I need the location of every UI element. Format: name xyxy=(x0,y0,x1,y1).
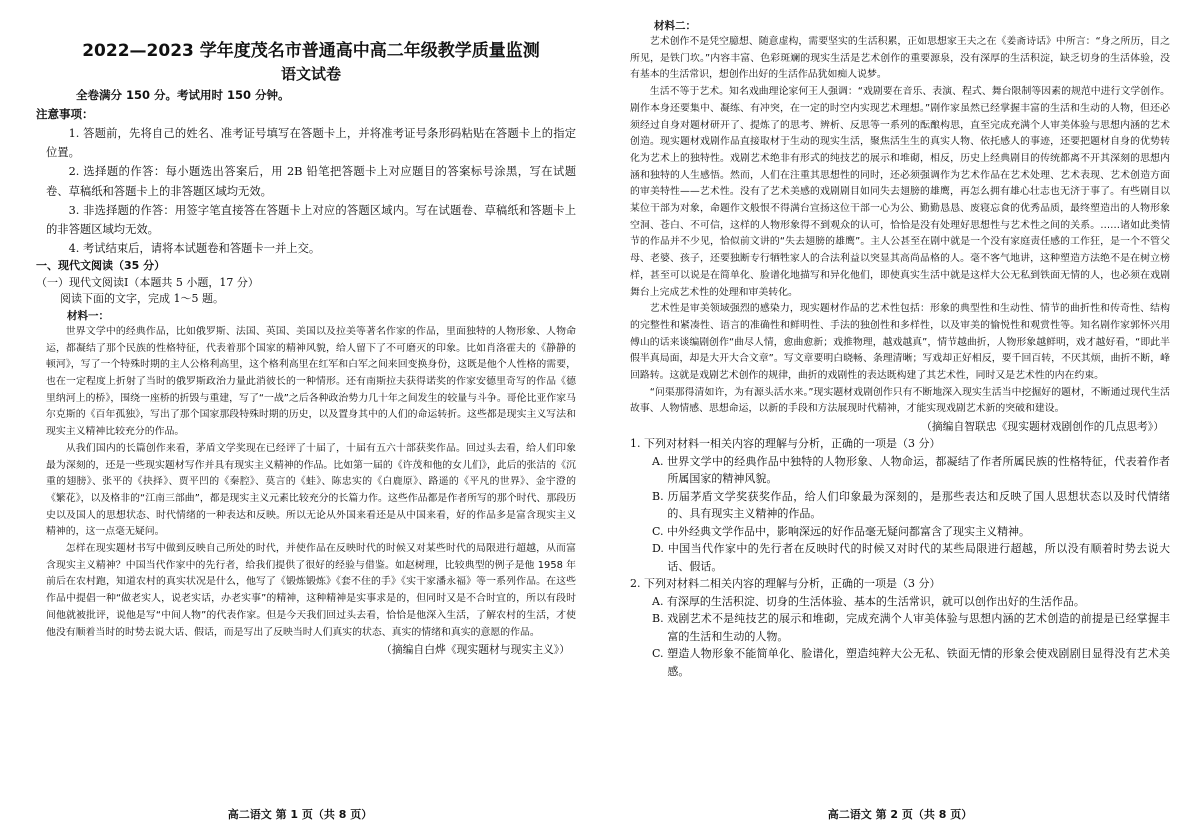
note-item: 2. 选择题的作答：每小题选出答案后，用 2B 铅笔把答题卡上对应题目的答案标号涂黑，写在试题卷、草稿纸和答题卡上的非答题区域均无效。 xyxy=(46,165,576,198)
body-paragraph: 世界文学中的经典作品，比如俄罗斯、法国、英国、美国以及拉美等著名作家的作品，里面独特的人物形象、人物命运，都凝结了那个民族的性格特征，代表着那个国家的精神风貌，给人留下了不可磨灭的印象。比如肖洛霍夫的《静静的顿河》，写了一个特殊时期的主人公格利高里，这个格利高里在红军和白军之间来回变换身份，这既是他个人性格的需要，也在一定程度上折射了当时的俄罗斯政治力量此消彼长的一种情形。还有南斯拉夫获得诺奖的作家安德里奇写的作品《德里纳河上的桥》，围绕一座桥的折毁与重建，写了“一战”之后各种政治势力几十年之间发生的较量与斗争。哥伦比亚作家马尔克斯的《百年孤独》，写出了那个国家那段特殊时期的历史，以及置身其中的人们的命运转折。这些都是现实主义写法和现实主义精神比较充分的作品。 xyxy=(46,325,576,438)
exam-page-2 xyxy=(600,0,1200,832)
note-item: 1. 答题前，先将自己的姓名、准考证号填写在答题卡上，并将准考证号条形码粘贴在答题卡上的指定位置。 xyxy=(46,127,576,160)
reading-instruction: 阅读下面的文字，完成 1～5 题。 xyxy=(60,292,224,306)
question-1 xyxy=(630,435,1170,575)
material-one-label: 材料一： xyxy=(67,309,109,322)
body-paragraph: 怎样在现实题材书写中做到反映自己所处的时代，并使作品在反映时代的时候又对某些时代的局限进行超越，从而富含现实主义精神？中国当代作家中的先行者，给我们提供了很好的经验与借鉴。如赵树理，比较典型的例子是他 1958 年前后在农村跑，知道农村的真实状况是什么，他写了《锻炼锻炼》《套不住的手》《实干家潘永福》等一系列作品。在这些作品中提倡一种“做老实人，说老实话，办老实事”的精神，这种精神是实事求是的，但同时又是不合时宜的，所以有段时间他就被批评，说他是写“中间人物”的代表作家。但是今天我们回过头去看，恰恰是他深入生活，了解农村的生活，才使他没有顺着当时的时势去说大话、假话，而是写出了反映当时人们真实的状态、真实的情绪和真实的意愿的作品。 xyxy=(46,543,576,638)
body-paragraph: “问渠那得清如许，为有源头活水来。”现实题材戏剧创作只有不断地深入现实生活当中挖掘好的题材，不断通过现代生活故事、人物情感、思想命运，以新的手段和方法展现时代精神，才能实现戏剧艺术新的突破和建设。 xyxy=(630,386,1170,415)
question-2 xyxy=(630,575,1170,680)
answer-option: B. 戏剧艺术不是纯技艺的展示和堆砌，完成充满个人审美体验与思想内涵的艺术创造的前提是已经掌握丰富的生活和生动的人物。 xyxy=(652,612,1170,643)
source-citation: （摘编自智联忠《现实题材戏剧创作的几点思考》） xyxy=(921,420,1164,434)
body-paragraph: 从我们国内的长篇创作来看，茅盾文学奖现在已经评了十届了，十届有五六十部获奖作品。回过头去看，给人们印象最为深刻的，还是一些现实题材写作并具有现实主义精神的作品。比如第一届的《许茂和他的女儿们》，此后的张洁的《沉重的翅膀》、张平的《抉择》、贾平凹的《秦腔》、莫言的《蛙》、陈忠实的《白鹿原》、路遥的《平凡的世界》、金宇澄的《繁花》，以及格非的“江南三部曲”，都是现实主义元素比较充分的长篇力作。这些作品都是作者所写的那个时代、那段历史以及国人的思想状态、时代情绪的一种表达和反映。所以无论从外国来看还是从中国来看，好的作品多是富含现实主义精神的，这一点毫无疑问。 xyxy=(46,442,576,538)
question-stem: 1. 下列对材料一相关内容的理解与分析，正确的一项是（3 分） xyxy=(630,437,941,451)
answer-option: B. 历届茅盾文学奖获奖作品，给人们印象最为深刻的，是那些表达和反映了国人思想状态以及时代情绪的、具有现实主义精神的作品。 xyxy=(652,489,1170,521)
subsection-heading: （一）现代文阅读Ⅰ（本题共 5 小题，17 分） xyxy=(36,275,259,289)
answer-option: C. 塑造人物形象不能简单化、脸谱化，塑造纯粹大公无私、铁面无情的形象会使戏剧剧目显得没有艺术美感。 xyxy=(652,647,1170,678)
source-citation: （摘编自白烨《现实题材与现实主义》） xyxy=(381,643,570,657)
answer-option: A. 世界文学中的经典作品中独特的人物形象、人物命运，都凝结了作者所属民族的性格特征，代表着作者所属国家的精神风貌。 xyxy=(652,454,1170,486)
notes-heading: 注意事项： xyxy=(36,107,94,121)
note-item: 3. 非选择题的作答：用签字笔直接答在答题卡上对应的答题区域内。写在试题卷、草稿纸和答题卡上的非答题区域均无效。 xyxy=(46,203,576,237)
exam-title: 2022—2023 学年度茂名市普通高中高二年级教学质量监测 xyxy=(82,41,540,61)
body-paragraph: 生活不等于艺术。知名戏曲理论家何王人强调：“戏剧要在音乐、表演、程式、舞台限制等因素的规范中进行文学创作。剧作本身还要集中、凝练、有冲突，在一定的时空内实现艺术理想。”剧作家虽然已经掌握丰富的生活和生动的人物，但还必须经过自身对题材研开了、提炼了的思考、辨析、反思等一系列的酝酿构思，直至完成充满个人审美体验与思想内涵的艺术创造。现实题材戏剧作品直接取材于生动的现实生活，聚焦活生生的真实人物、依托感人的事迹，还要把题材自身的优势转化为艺术上的独特性。戏剧艺术绝非有形式的纯技艺的展示和堆砌，相反，历史上经典剧目的传统都离不开其深刻的思想内涵和独特的人生感悟。然而，人们在注重其思想性的同时，还必须强调作为艺术作品在艺术处理、艺术表现、艺术创造方面的审美特性——艺术性。没有了艺术美感的戏剧剧目如同失去翅膀的雄鹰，再怎么拥有雄心壮志也无济于事了。有些剧目以某位干部为对象，命题作文般恨不得满台宣扬这位干部一心为公、勤勤恳恳、废寝忘食的优秀品质，最终塑造出的人物形象空洞、苍白、不可信，这样的人物形象得不到观众的认可，恰恰是没有处理好思想性与艺术性之间的关系。……诸如此类情节的作品并不少见，恰似前文讲的“失去翅膀的雄鹰”。主人公甚至在剧中就是一个没有家庭责任感的工作狂，是一个不管父母、老婆、孩子，还要独断专行牺牲家人的合法利益以突显其高尚品格的人。毫不客气地讲，这种塑造方法绝不是在树立榜样，甚至可以说是在简单化、脸谱化地描写和异化他们，即使真实生活中就是这样大公无私到铁面无情的人，也必须在戏剧舞台上完成艺术性的处理和审美转化。 xyxy=(630,86,1170,298)
question-stem: 2. 下列对材料二相关内容的理解与分析，正确的一项是（3 分） xyxy=(630,577,941,591)
section-heading: 一、现代文阅读（35 分） xyxy=(36,259,166,273)
material-two-label: 材料二： xyxy=(654,20,696,32)
body-paragraph: 艺术性是审美领域强烈的感染力，现实题材作品的艺术性包括：形象的典型性和生动性、情节的曲折性和传奇性、结构的完整性和紧凑性、语言的准确性和鲜明性、手法的独创性和多样性，以及审美的愉悦性和观赏性等。知名剧作家郭怀兴用傅山的话来谈编剧创作“曲尽人情，愈曲愈新；戏推物理，越戏越真”，情节越曲折，人物形象越鲜明，戏才越好看，“即此半假半真局面，却是大开大合文章”。写文章要明白晓畅、条理清晰；写戏却正好相反，要千回百转，不厌其烦，曲折不断，峰回路转。这就是戏剧艺术创作的规律，曲折的戏剧性的表达既构建了其艺术性，同时又是艺术性的内在约束。 xyxy=(630,303,1170,382)
exam-subtitle: 语文试卷 xyxy=(280,65,341,83)
answer-option: D. 中国当代作家中的先行者在反映时代的时候又对时代的某些局限进行超越，所以没有顺着时势去说大话、假话。 xyxy=(652,542,1170,573)
note-item: 4. 考试结束后，请将本试题卷和答题卡一并上交。 xyxy=(68,242,321,256)
answer-option: A. 有深厚的生活积淀、切身的生活体验、基本的生活常识，就可以创作出好的生活作品。 xyxy=(652,594,1085,608)
score-line: 全卷满分 150 分。考试用时 150 分钟。 xyxy=(76,88,290,102)
answer-option: C. 中外经典文学作品中，影响深远的好作品毫无疑问都富含了现实主义精神。 xyxy=(652,524,1031,538)
body-paragraph: 艺术创作不是凭空臆想、随意虚构，需要坚实的生活积累，正如思想家王夫之在《姜斋诗话》中所言：“身之所历，目之所见，是铁门坎。”内容丰富、色彩斑斓的现实生活是艺术创作的重要源泉，没有深厚的生活积淀，缺乏切身的生活体验，没有基本的生活常识，想创作出好的生活作品犹如痴人说梦。 xyxy=(630,36,1170,81)
page-footer: 高二语文 第 1 页（共 8 页） xyxy=(227,808,373,821)
page-footer: 高二语文 第 2 页（共 8 页） xyxy=(827,808,973,821)
